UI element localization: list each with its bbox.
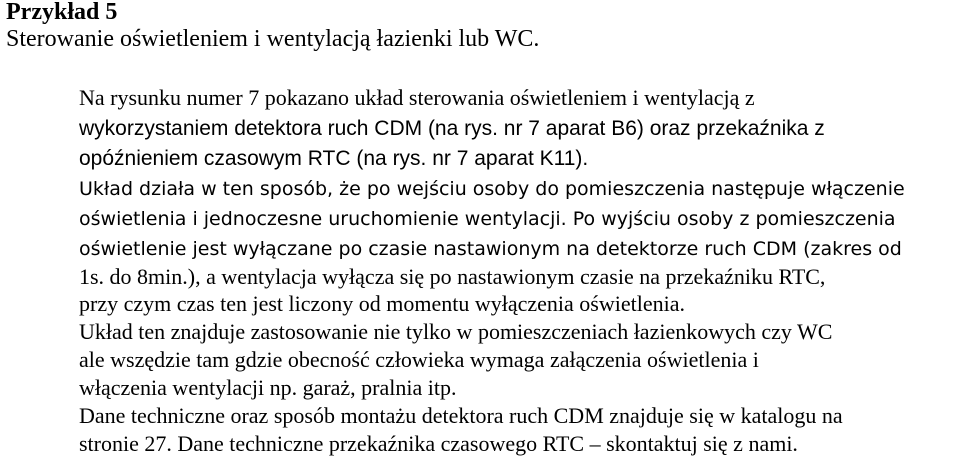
body-line: stronie 27. Dane techniczne przekaźnika czasowego RTC – skontaktuj się z nami.	[79, 431, 798, 456]
body-line: opóźnieniem czasowym RTC (na rys. nr 7 aparat K11).	[79, 147, 589, 170]
body-line: Układ działa w ten sposób, że po wejściu osoby do pomieszczenia następuje włączenie	[79, 178, 905, 200]
body-line: przy czym czas ten jest liczony od momentu wyłączenia oświetlenia.	[79, 291, 685, 316]
body-line: 1s. do 8min.), a wentylacja wyłącza się po nastawionym czasie na przekaźniku RTC,	[79, 264, 826, 289]
body-line: ale wszędzie tam gdzie obecność człowieka wymaga załączenia oświetlenia i	[79, 347, 759, 372]
example-heading: Przykład 5	[6, 0, 118, 25]
body-line: Układ ten znajduje zastosowanie nie tylko w pomieszczeniach łazienkowych czy WC	[79, 319, 833, 344]
body-line: Na rysunku numer 7 pokazano układ sterowania oświetleniem i wentylacją z	[79, 85, 755, 110]
example-subtitle: Sterowanie oświetleniem i wentylacją łazienki lub WC.	[6, 26, 540, 52]
body-line: oświetlenia i jednoczesne uruchomienie wentylacji. Po wyjściu osoby z pomieszczenia	[79, 208, 896, 230]
body-line: oświetlenie jest wyłączane po czasie nastawionym na detektorze ruch CDM (zakres od	[79, 238, 902, 260]
body-line: wykorzystaniem detektora ruch CDM (na rys. nr 7 aparat B6) oraz przekaźnika z	[79, 117, 825, 140]
body-line: Dane techniczne oraz sposób montażu detektora ruch CDM znajduje się w katalogu na	[79, 403, 843, 428]
body-line: włączenia wentylacji np. garaż, pralnia itp.	[79, 375, 457, 400]
